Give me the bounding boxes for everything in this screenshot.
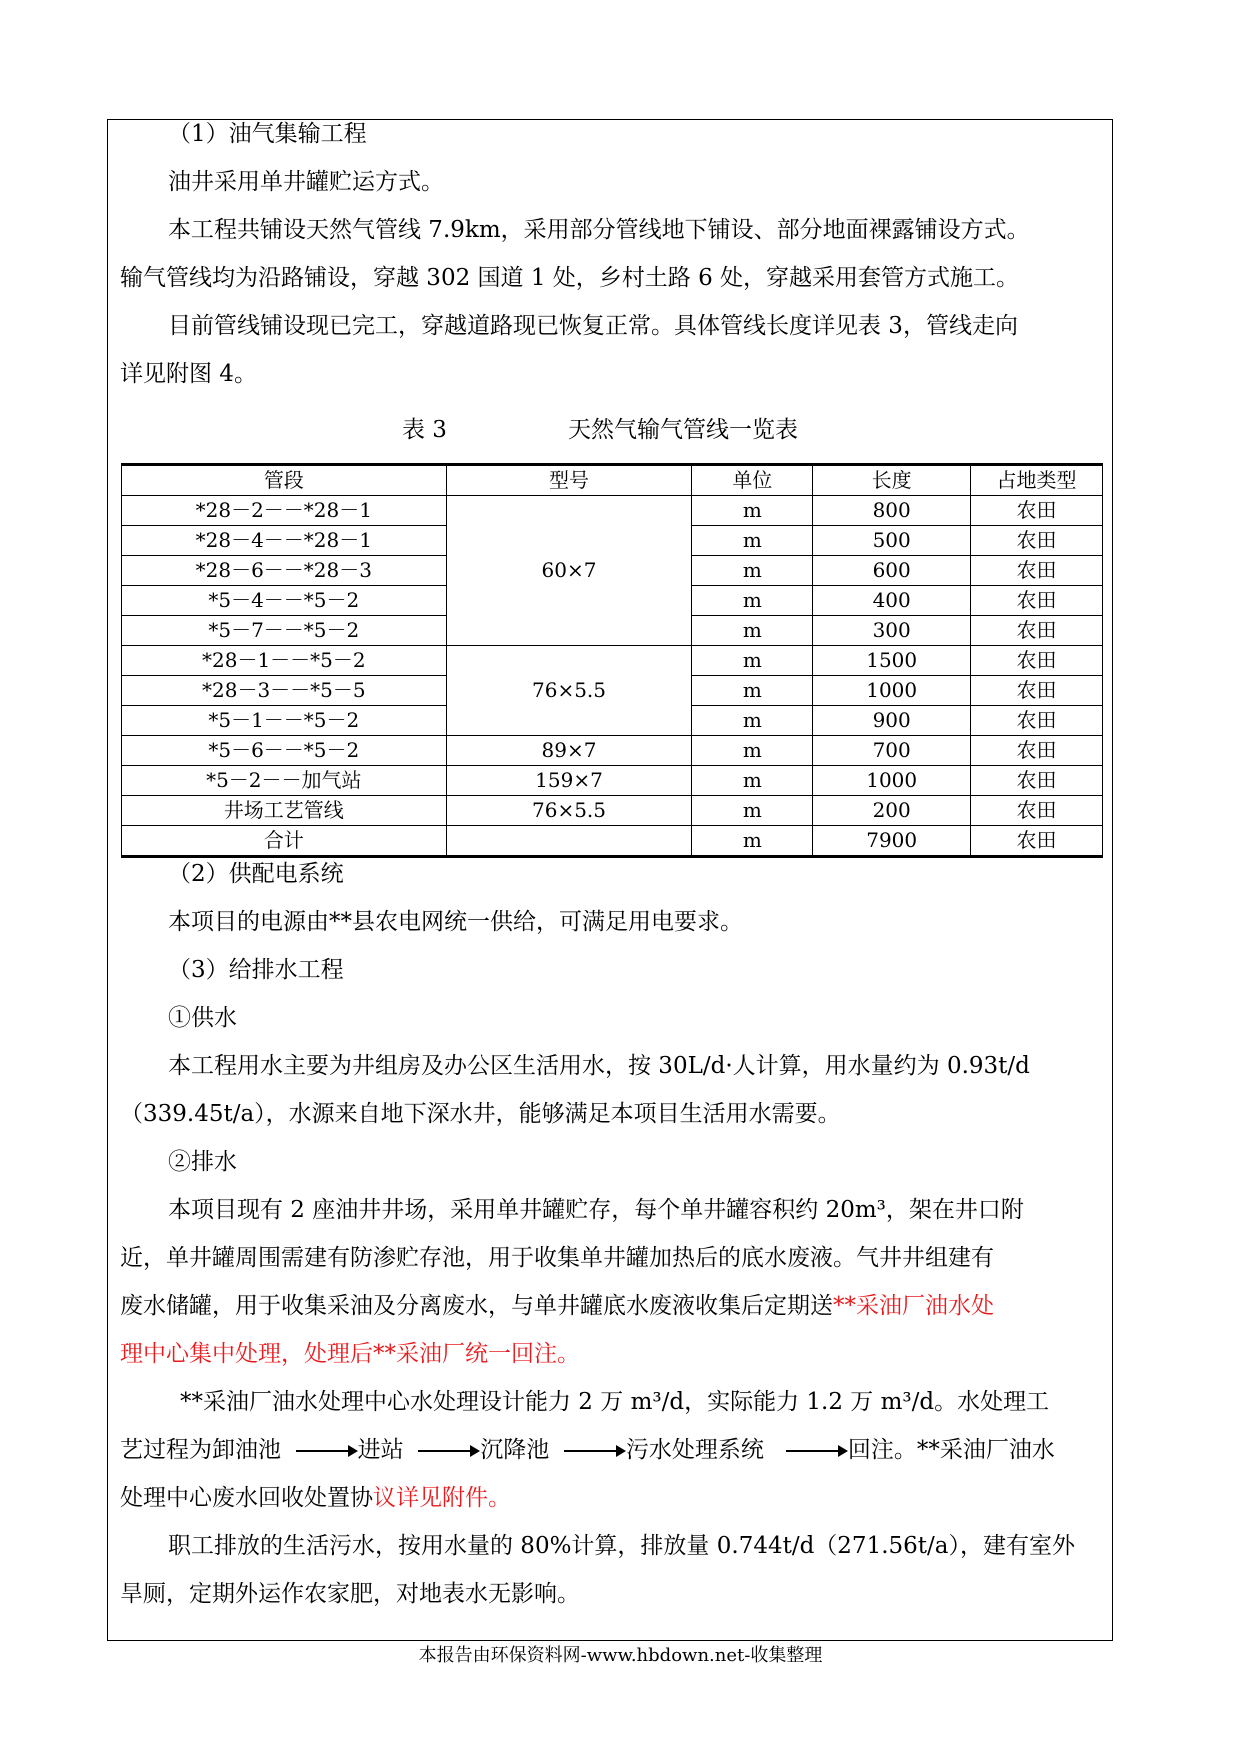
table-row xyxy=(122,796,1103,826)
header-unit: 单位 xyxy=(692,465,813,496)
paragraph-pipeline-line1: 本工程共铺设天然气管线 7.9km，采用部分管线地下铺设、部分地面裸露铺设方式。 xyxy=(168,217,1030,243)
drainage-line4-highlight: 理中心集中处理，处理后**采油厂统一回注。 xyxy=(120,1341,580,1367)
drainage-line3-highlight: **采油厂油水处 xyxy=(833,1293,994,1319)
cell-unit: m xyxy=(692,556,813,586)
water-supply-line1: 本工程用水主要为井组房及办公区生活用水，按 30L/d·人计算，用水量约为 0.93t/d xyxy=(168,1053,1030,1079)
paragraph-storage: 油井采用单井罐贮运方式。 xyxy=(168,169,444,195)
cell-segment: *5－2－－加气站 xyxy=(122,766,447,796)
sewage-line2: 旱厕，定期外运作农家肥，对地表水无影响。 xyxy=(120,1581,580,1607)
arrow-icon xyxy=(296,1441,358,1461)
cell-land: 农田 xyxy=(971,736,1103,766)
section-2-heading: （2）供配电系统 xyxy=(168,861,344,887)
table-header-row xyxy=(122,465,1103,496)
cell-land: 农田 xyxy=(971,646,1103,676)
sewage-line1: 职工排放的生活污水，按用水量的 80%计算，排放量 0.744t/d（271.56t/a），建有室外 xyxy=(168,1533,1075,1559)
cell-unit: m xyxy=(692,676,813,706)
cell-land: 农田 xyxy=(971,586,1103,616)
drainage-line1: 本项目现有 2 座油井井场，采用单井罐贮存，每个单井罐容积约 20m³，架在井口附 xyxy=(168,1197,1024,1223)
water-supply-heading: ①供水 xyxy=(168,1005,237,1031)
header-length: 长度 xyxy=(813,465,971,496)
drainage-line3-text: 废水储罐，用于收集采油及分离废水，与单井罐底水废液收集后定期送 xyxy=(120,1293,833,1319)
cell-unit: m xyxy=(692,826,813,857)
cell-length: 1500 xyxy=(813,646,971,676)
cell-segment: *28－4－－*28－1 xyxy=(122,526,447,556)
cell-unit: m xyxy=(692,766,813,796)
cell-segment: *5－1－－*5－2 xyxy=(122,706,447,736)
cell-unit: m xyxy=(692,586,813,616)
drainage-line3 xyxy=(120,1282,1100,1331)
cell-segment: *28－2－－*28－1 xyxy=(122,496,447,526)
capacity-line3-text: 处理中心废水回收处置协 xyxy=(120,1485,373,1511)
page-footer: 本报告由环保资料网-www.hbdown.net-收集整理 xyxy=(418,1645,823,1666)
cell-length: 300 xyxy=(813,616,971,646)
cell-segment: 井场工艺管线 xyxy=(122,796,447,826)
cell-length: 600 xyxy=(813,556,971,586)
cell-unit: m xyxy=(692,616,813,646)
cell-model: 60×7 xyxy=(446,496,692,646)
arrow-icon xyxy=(786,1441,848,1461)
cell-model: 76×5.5 xyxy=(446,796,692,826)
cell-length: 200 xyxy=(813,796,971,826)
cell-model: 76×5.5 xyxy=(446,646,692,736)
cell-land: 农田 xyxy=(971,526,1103,556)
table-row xyxy=(122,646,1103,676)
cell-length: 500 xyxy=(813,526,971,556)
cell-unit: m xyxy=(692,736,813,766)
table-row xyxy=(122,496,1103,526)
cell-unit: m xyxy=(692,526,813,556)
cell-land: 农田 xyxy=(971,796,1103,826)
cell-unit: m xyxy=(692,796,813,826)
table-number: 表 3 xyxy=(402,417,447,443)
cell-segment: *5－7－－*5－2 xyxy=(122,616,447,646)
cell-segment: *28－3－－*5－5 xyxy=(122,676,447,706)
section-1-heading: （1）油气集输工程 xyxy=(168,121,367,147)
header-land-type: 占地类型 xyxy=(971,465,1103,496)
cell-segment: *28－6－－*28－3 xyxy=(122,556,447,586)
cell-segment: *5－6－－*5－2 xyxy=(122,736,447,766)
capacity-line1: **采油厂油水处理中心水处理设计能力 2 万 m³/d，实际能力 1.2 万 m³/d。水处理工 xyxy=(180,1389,1050,1415)
process-suffix: 。**采油厂油水 xyxy=(893,1437,1055,1463)
cell-length: 1000 xyxy=(813,766,971,796)
paragraph-status-line1: 目前管线铺设现已完工，穿越道路现已恢复正常。具体管线长度详见表 3，管线走向 xyxy=(168,313,1018,339)
cell-land: 农田 xyxy=(971,766,1103,796)
cell-land: 农田 xyxy=(971,706,1103,736)
cell-unit: m xyxy=(692,646,813,676)
cell-model: 89×7 xyxy=(446,736,692,766)
cell-land: 农田 xyxy=(971,556,1103,586)
capacity-line3 xyxy=(120,1474,1100,1523)
cell-length: 7900 xyxy=(813,826,971,857)
cell-segment: *5－4－－*5－2 xyxy=(122,586,447,616)
cell-land: 农田 xyxy=(971,676,1103,706)
cell-land: 农田 xyxy=(971,616,1103,646)
cell-length: 700 xyxy=(813,736,971,766)
section-3-heading: （3）给排水工程 xyxy=(168,957,344,983)
process-step: 回注 xyxy=(847,1437,894,1463)
pipeline-table xyxy=(121,463,1103,858)
cell-length: 400 xyxy=(813,586,971,616)
arrow-icon xyxy=(418,1441,480,1461)
cell-model: 159×7 xyxy=(446,766,692,796)
header-segment: 管段 xyxy=(122,465,447,496)
paragraph-power: 本项目的电源由**县农电网统一供给，可满足用电要求。 xyxy=(168,909,743,935)
paragraph-status-line2: 详见附图 4。 xyxy=(120,361,257,387)
cell-length: 800 xyxy=(813,496,971,526)
cell-land: 农田 xyxy=(971,826,1103,857)
process-flow-line xyxy=(120,1426,1100,1475)
drainage-line2: 近，单井罐周围需建有防渗贮存池，用于收集单井罐加热后的底水废液。气井井组建有 xyxy=(120,1245,994,1271)
water-supply-line2: （339.45t/a），水源来自地下深水井，能够满足本项目生活用水需要。 xyxy=(120,1101,841,1127)
process-prefix: 艺过程为卸油池 xyxy=(120,1437,281,1463)
table-row xyxy=(122,766,1103,796)
cell-unit: m xyxy=(692,706,813,736)
cell-length: 1000 xyxy=(813,676,971,706)
paragraph-pipeline-line2: 输气管线均为沿路铺设，穿越 302 国道 1 处，乡村土路 6 处，穿越采用套管方式施工。 xyxy=(120,265,1020,291)
cell-segment: 合计 xyxy=(122,826,447,857)
header-model: 型号 xyxy=(446,465,692,496)
cell-length: 900 xyxy=(813,706,971,736)
process-step: 污水处理系统 xyxy=(625,1437,764,1463)
table-title: 天然气输气管线一览表 xyxy=(568,417,798,443)
process-step: 进站 xyxy=(357,1437,404,1463)
arrow-icon xyxy=(564,1441,626,1461)
cell-unit: m xyxy=(692,496,813,526)
drainage-heading: ②排水 xyxy=(168,1149,237,1175)
capacity-line3-highlight: 议详见附件。 xyxy=(373,1485,511,1511)
cell-segment: *28－1－－*5－2 xyxy=(122,646,447,676)
cell-land: 农田 xyxy=(971,496,1103,526)
process-step: 沉降池 xyxy=(480,1437,550,1463)
table-row xyxy=(122,736,1103,766)
